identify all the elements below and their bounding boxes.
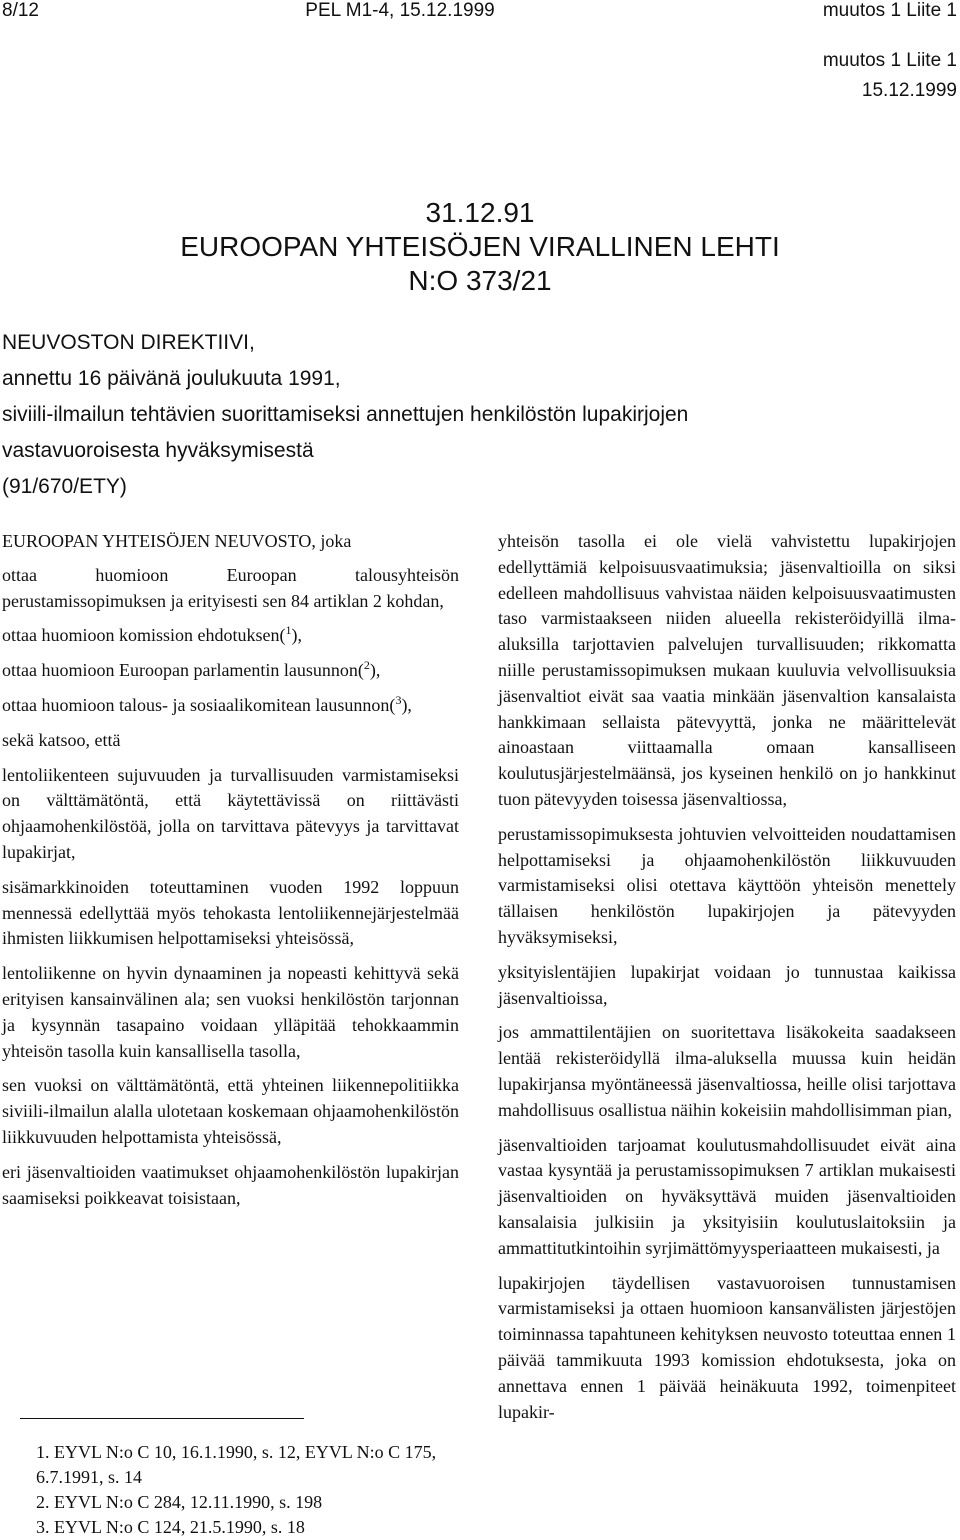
directive-heading bbox=[2, 325, 952, 505]
recital-dynamic-sector: lentoliikenne on hyvin dynaaminen ja nopeasti kehittyvä sekä erityisen kansainvälinen ala; sen vuoksi henkilöstön tarjonnan ja kysynnän tasapaino voidaan ylläpitää tehokkaammin yhteisön tasolla kuin kansallisella tasolla, bbox=[2, 963, 459, 1061]
recital-private-pilots: yksityislentäjien lupakirjat voidaan jo tunnustaa kaikissa jäsenvaltioissa, bbox=[498, 961, 956, 1008]
directive-subject-line-1: siviili-ilmailun tehtävien suorittamiseksi annettujen henkilöstön lupakirjojen bbox=[2, 403, 689, 426]
directive-reference: (91/670/ETY) bbox=[2, 475, 127, 498]
right-column bbox=[498, 529, 956, 1434]
directive-title: NEUVOSTON DIREKTIIVI, bbox=[2, 331, 255, 354]
recital-differing-requirements: eri jäsenvaltioiden vaatimukset ohjaamohenkilöstön lupakirjan saamiseksi poikkeavat toisistaan, bbox=[2, 1161, 459, 1208]
amendment-stamp bbox=[823, 46, 957, 106]
recital-whereas: sekä katsoo, että bbox=[2, 729, 121, 750]
footnote-3: 3. EYVL N:o C 124, 21.5.1990, s. 18 bbox=[36, 1517, 305, 1537]
recital-parliament-end: ), bbox=[369, 660, 381, 681]
footnote-1: 1. EYVL N:o C 10, 16.1.1990, s. 12, EYVL N:o C 175, 6.7.1991, s. 14 bbox=[36, 1442, 437, 1487]
recital-qualification-standards: yhteisön tasolla ei ole vielä vahvistettu lupakirjojen edellyttämiä kelpoisuusvaatimuksia; jäsenvaltioilla on siksi edelleen mahdollisuus vahvistaa näiden kelpoisuusvaatimusten taso varmistaakseen niiden alueella rekisteröidyillä ilma-aluksilla tarjottavien palvelujen turvallisuuden; rikkomatta niille perustamissopimuksen mukaan kuuluvia velvollisuuksia jäsenvaltiot eivät saa vaatia minkään jäsenvaltion kansalaista hankkimaan sellaista pätevyyttä, jonka ne määrittelevät ainoastaan viittaamalla omaan kansalliseen koulutusjärjestelmäänsä, jos kyseinen henkilö on jo hankkinut tuon pätevyyden toisessa jäsenvaltiossa, bbox=[498, 531, 956, 809]
recital-additional-tests: jos ammattilentäjien on suoritettava lisäkokeita saadakseen lentää rekisteröidyllä ilma-aluksella muussa kuin heidän lupakirjansa myöntäneessä jäsenvaltiossa, heille olisi tarjottava mahdollisuus osallistua näihin kokeisiin mahdollisimman pian, bbox=[498, 1022, 956, 1120]
recital-treaty: ottaa huomioon Euroopan talousyhteisön perustamissopimuksen ja erityisesti sen 84 artiklan 2 kohdan, bbox=[2, 564, 459, 611]
directive-subject-line-2: vastavuoroisesta hyväksymisestä bbox=[2, 439, 314, 462]
recital-internal-market: sisämarkkinoiden toteuttaminen vuoden 1992 loppuun mennessä edellyttää myös tehokasta lentoliikennejärjestelmää ihmisten liikkumisen helpottamiseksi yhteisössä, bbox=[2, 876, 459, 949]
footnote-ref-1: 1 bbox=[285, 623, 292, 638]
recital-parliament bbox=[2, 658, 459, 684]
recital-commission-text: ottaa huomioon komission ehdotuksen( bbox=[2, 625, 286, 646]
left-column bbox=[2, 529, 459, 1220]
journal-name: EUROOPAN YHTEISÖJEN VIRALLINEN LEHTI bbox=[180, 231, 780, 262]
recital-commission bbox=[2, 623, 459, 649]
footnote-ref-2: 2 bbox=[363, 658, 370, 673]
page-header bbox=[0, 0, 960, 26]
recital-committee-text: ottaa huomioon talous- ja sosiaalikomitean lausunnon( bbox=[2, 694, 396, 715]
recital-parliament-text: ottaa huomioon Euroopan parlamentin lausunnon( bbox=[2, 660, 364, 681]
recital-full-recognition: lupakirjojen täydellisen vastavuoroisen tunnustamisen varmistamiseksi ja ottaen huomioon kansanvälisten järjestöjen toiminnassa tapahtuneen kehityksen neuvosto toteuttaa ennen 1 päivää tammikuuta 1993 komission ehdotuksesta, joka on annettava ennen 1 päivää heinäkuuta 1992, toimenpiteet lupakir- bbox=[498, 1272, 956, 1422]
document-id: PEL M1-4, 15.12.1999 bbox=[305, 0, 495, 21]
page-number: 8/12 bbox=[2, 0, 39, 21]
footnote-separator bbox=[20, 1418, 304, 1419]
stamp-line-1: muutos 1 Liite 1 bbox=[822, 50, 957, 71]
journal-date: 31.12.91 bbox=[425, 197, 535, 228]
recital-committee bbox=[2, 693, 459, 719]
recital-commission-end: ), bbox=[291, 625, 302, 646]
footnotes bbox=[36, 1440, 456, 1540]
footnote-ref-3: 3 bbox=[395, 692, 402, 707]
recital-committee-end: ), bbox=[401, 694, 412, 715]
footnote-2: 2. EYVL N:o C 284, 12.11.1990, s. 198 bbox=[36, 1492, 323, 1512]
stamp-line-2: 15.12.1999 bbox=[861, 80, 957, 101]
journal-number: N:O 373/21 bbox=[408, 265, 552, 296]
recital-safety: lentoliikenteen sujuvuuden ja turvallisuuden varmistamiseksi on välttämätöntä, että käytettävissä on riittävästi ohjaamohenkilöstöä, jolla on tarvittava pätevyys ja tarvittavat lupakirjat, bbox=[2, 764, 459, 862]
amendment-label: muutos 1 Liite 1 bbox=[822, 0, 957, 21]
recital-training-capacity: jäsenvaltioiden tarjoamat koulutusmahdollisuudet eivät aina vastaa kysyntää ja perustamissopimuksen 7 artiklan mukaisesti jäsenvaltioiden on hyväksyttävä muiden jäsenvaltioiden kansalaisia julkisiin ja yksityisiin koulutuslaitoksiin ja ammattitutkintoihin syrjimättömyysperiaatteen mukaisesti, ja bbox=[498, 1134, 956, 1258]
recital-community-procedure: perustamissopimuksesta johtuvien velvoitteiden noudattamisen helpottamiseksi ja ohjaamohenkilöstön liikkuvuuden varmistamiseksi olisi otettava käyttöön yhteisön menettely tällaisen henkilöstön lupakirjojen ja pätevyyden hyväksymiseksi, bbox=[498, 823, 956, 947]
recital-transport-policy: sen vuoksi on välttämätöntä, että yhteinen liikennepolitiikka siviili-ilmailun alalla ulotetaan koskemaan ohjaamohenkilöstön liikkuvuuden helpottamista yhteisössä, bbox=[2, 1075, 459, 1147]
preamble-intro: EUROOPAN YHTEISÖJEN NEUVOSTO, joka bbox=[2, 531, 352, 551]
directive-date: annettu 16 päivänä joulukuuta 1991, bbox=[2, 367, 341, 390]
